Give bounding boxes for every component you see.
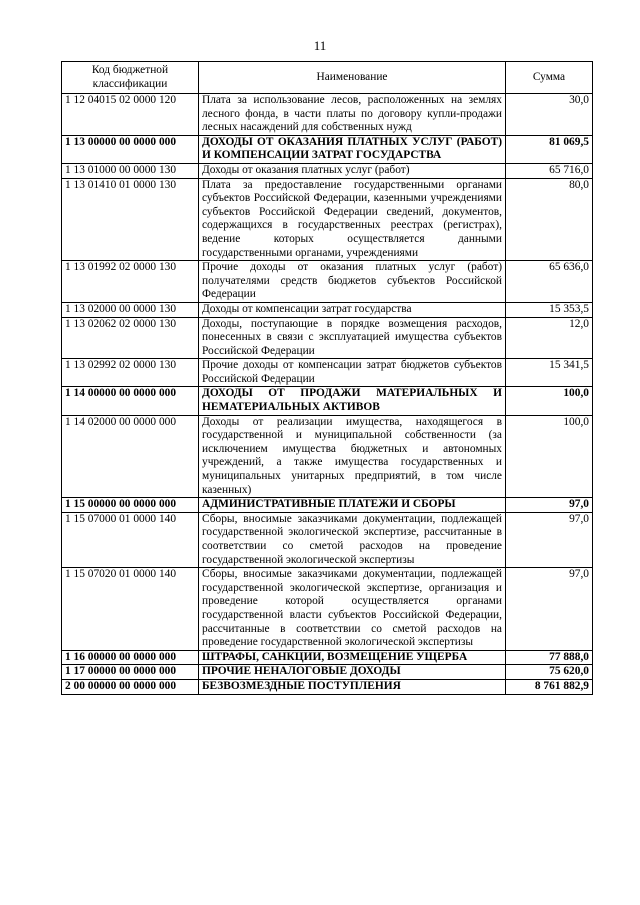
table-row (62, 568, 593, 651)
row-name: ШТРАФЫ, САНКЦИИ, ВОЗМЕЩЕНИЕ УЩЕРБА (199, 650, 506, 665)
row-sum: 65 716,0 (506, 163, 593, 178)
row-sum: 65 636,0 (506, 261, 593, 303)
row-sum: 15 353,5 (506, 302, 593, 317)
row-name: Прочие доходы от компенсации затрат бюджетов субъектов Российской Федерации (199, 359, 506, 387)
row-name: ПРОЧИЕ НЕНАЛОГОВЫЕ ДОХОДЫ (199, 665, 506, 680)
table-row (62, 679, 593, 694)
table-row (62, 317, 593, 359)
row-code: 1 12 04015 02 0000 120 (62, 94, 199, 136)
budget-table (61, 61, 593, 695)
row-name: Доходы, поступающие в порядке возмещения расходов, понесенных в связи с эксплуатацией имущества субъектов Российской Федерации (199, 317, 506, 359)
row-code: 1 14 02000 00 0000 000 (62, 415, 199, 498)
row-sum: 81 069,5 (506, 135, 593, 163)
table-row (62, 415, 593, 498)
table-row (62, 650, 593, 665)
row-name: Сборы, вносимые заказчиками документации, подлежащей государственной экологической экспертизе, организация и проведение которой осуществляется органами государственной власти субъектов Российской Федерации, рассчитанные в соответствии со сметой расходов на проведение государственной экологической экспертизы (199, 568, 506, 651)
row-name: Доходы от оказания платных услуг (работ) (199, 163, 506, 178)
row-name: Доходы от компенсации затрат государства (199, 302, 506, 317)
table-row (62, 163, 593, 178)
row-code: 1 13 02000 00 0000 130 (62, 302, 199, 317)
header-sum: Сумма (506, 62, 593, 94)
row-name: Сборы, вносимые заказчиками документации, подлежащей государственной экологической экспертизе, рассчитанные в соответствии со сметой расходов на проведение государственной экологической экспертизы (199, 512, 506, 567)
row-sum: 75 620,0 (506, 665, 593, 680)
table-header-row (62, 62, 593, 94)
row-code: 1 13 02992 02 0000 130 (62, 359, 199, 387)
row-code: 1 16 00000 00 0000 000 (62, 650, 199, 665)
table-row (62, 512, 593, 567)
row-code: 1 13 01410 01 0000 130 (62, 178, 199, 261)
row-code: 1 15 07000 01 0000 140 (62, 512, 199, 567)
row-name: Плата за использование лесов, расположенных на землях лесного фонда, в части платы по договору купли-продажи лесных насаждений для собственных нужд (199, 94, 506, 136)
row-sum: 100,0 (506, 387, 593, 415)
table-row (62, 302, 593, 317)
table-row (62, 94, 593, 136)
header-code: Код бюджетной классификации (62, 62, 199, 94)
row-sum: 15 341,5 (506, 359, 593, 387)
row-sum: 80,0 (506, 178, 593, 261)
table-row (62, 387, 593, 415)
row-code: 1 13 02062 02 0000 130 (62, 317, 199, 359)
table-row (62, 498, 593, 513)
row-code: 1 15 07020 01 0000 140 (62, 568, 199, 651)
row-code: 1 13 00000 00 0000 000 (62, 135, 199, 163)
row-name: ДОХОДЫ ОТ ОКАЗАНИЯ ПЛАТНЫХ УСЛУГ (РАБОТ) И КОМПЕНСАЦИИ ЗАТРАТ ГОСУДАРСТВА (199, 135, 506, 163)
row-code: 2 00 00000 00 0000 000 (62, 679, 199, 694)
row-sum: 77 888,0 (506, 650, 593, 665)
row-code: 1 13 01000 00 0000 130 (62, 163, 199, 178)
row-sum: 97,0 (506, 512, 593, 567)
table-row (62, 135, 593, 163)
row-code: 1 14 00000 00 0000 000 (62, 387, 199, 415)
table-row (62, 261, 593, 303)
row-sum: 100,0 (506, 415, 593, 498)
table-row (62, 359, 593, 387)
row-sum: 12,0 (506, 317, 593, 359)
row-name: ДОХОДЫ ОТ ПРОДАЖИ МАТЕРИАЛЬНЫХ И НЕМАТЕРИАЛЬНЫХ АКТИВОВ (199, 387, 506, 415)
row-sum: 97,0 (506, 498, 593, 513)
row-name: Доходы от реализации имущества, находящегося в государственной и муниципальной собственности (за исключением имущества бюджетных и автономных учреждений, а также имущества государственных и муниципальных унитарных предприятий, в том числе казенных) (199, 415, 506, 498)
page-number: 11 (313, 38, 327, 53)
header-name: Наименование (199, 62, 506, 94)
row-sum: 8 761 882,9 (506, 679, 593, 694)
row-name: БЕЗВОЗМЕЗДНЫЕ ПОСТУПЛЕНИЯ (199, 679, 506, 694)
table-row (62, 178, 593, 261)
row-name: Плата за предоставление государственными органами субъектов Российской Федерации, казенными учреждениями субъектов Российской Федерации сведений, документов, содержащихся в государственных реестрах (регистрах), ведение которых осуществляется данными государственными органами, учреждениями (199, 178, 506, 261)
row-sum: 97,0 (506, 568, 593, 651)
row-sum: 30,0 (506, 94, 593, 136)
row-name: АДМИНИСТРАТИВНЫЕ ПЛАТЕЖИ И СБОРЫ (199, 498, 506, 513)
row-code: 1 15 00000 00 0000 000 (62, 498, 199, 513)
row-code: 1 17 00000 00 0000 000 (62, 665, 199, 680)
row-code: 1 13 01992 02 0000 130 (62, 261, 199, 303)
row-name: Прочие доходы от оказания платных услуг (работ) получателями средств бюджетов субъектов Российской Федерации (199, 261, 506, 303)
table-row (62, 665, 593, 680)
